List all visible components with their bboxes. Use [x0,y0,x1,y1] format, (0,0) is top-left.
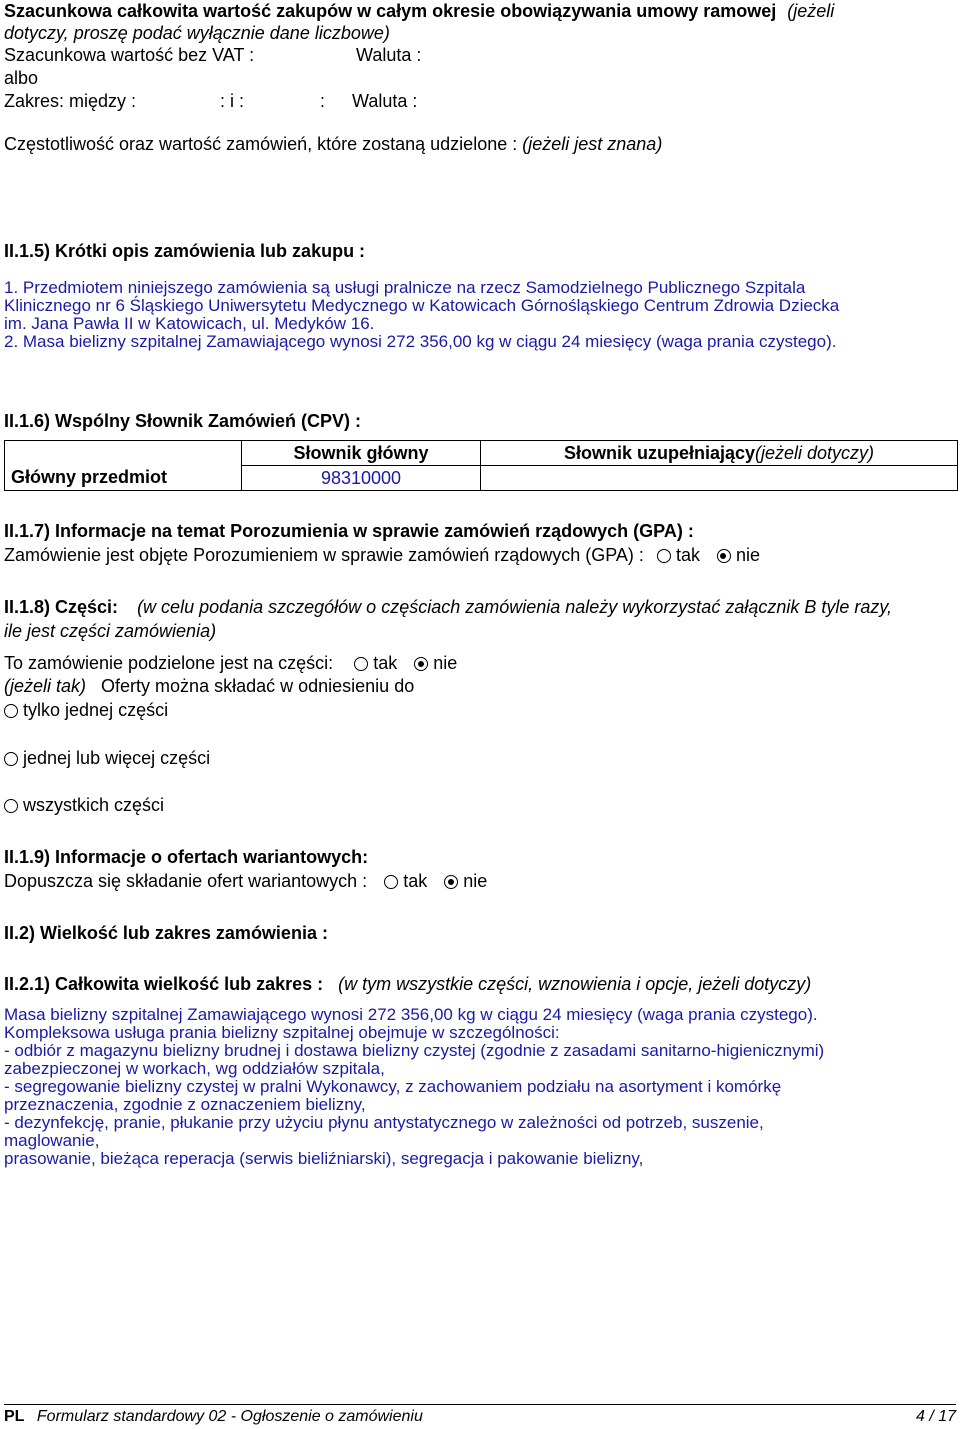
section-121-line: maglowanie, [4,1131,100,1150]
cpv-header-row [5,441,958,466]
parts-no-radio[interactable] [414,657,428,671]
variants-no-label: nie [463,871,488,891]
estimate-or: albo [4,68,39,88]
section-115-text [4,279,954,351]
cpv-corner-cell [5,441,242,466]
variants-question-line [4,870,487,892]
estimate-value-line [4,44,422,66]
section-121-heading: II.2.1) Całkowita wielkość lub zakres : [4,974,324,994]
section-115-line: 2. Masa bielizny szpitalnej Zamawiającego wynosi 272 356,00 kg w ciągu 24 miesięcy (waga prania czystego). [4,332,837,351]
section-115-heading: II.1.5) Krótki opis zamówienia lub zakupu : [4,241,366,261]
parts-yes-radio[interactable] [354,657,368,671]
gpa-no-label: nie [736,545,761,565]
parts-question-line [4,652,457,674]
estimate-heading-line [4,0,834,22]
estimate-range-currency: Waluta : [352,91,418,111]
cpv-table [4,440,958,491]
estimate-currency-label: Waluta : [356,45,422,65]
section-116-heading: II.1.6) Wspólny Słownik Zamówień (CPV) : [4,411,362,431]
section-115-line: 1. Przedmiotem niniejszego zamówienia są usługi pralnicze na rzecz Samodzielnego Publicznego Szpitala [4,278,806,297]
section-121-line: - segregowanie bielizny czystej w pralni Wykonawcy, z zachowaniem podziału na asortyment i komórkę [4,1077,782,1096]
option-many-radio[interactable] [4,752,18,766]
section-121-heading-line [4,973,811,995]
variants-question: Dopuszcza się składanie ofert wariantowych : [4,871,368,891]
estimate-range-sep: : i : [220,91,245,111]
section-12-heading: II.2) Wielkość lub zakres zamówienia : [4,923,328,943]
section-117-heading: II.1.7) Informacje na temat Porozumienia w sprawie zamówień rządowych (GPA) : [4,521,694,541]
parts-yes-label: tak [373,653,398,673]
cpv-col-supp-note: (jeżeli dotyczy) [755,442,875,463]
footer-page-number: 4 / 17 [915,1408,956,1425]
gpa-question-line [4,544,760,566]
estimate-range-label: Zakres: między : [4,91,137,111]
section-121-line: przeznaczenia, zgodnie z oznaczeniem bielizny, [4,1095,366,1114]
variants-no-radio[interactable] [444,875,458,889]
frequency-label: Częstotliwość oraz wartość zamówień, które zostaną udzielone : [4,134,518,154]
section-121-line: prasowanie, bieżąca reperacja (serwis bieliźniarski), segregacja i pakowanie bielizny, [4,1149,644,1168]
gpa-question: Zamówienie jest objęte Porozumieniem w sprawie zamówień rządowych (GPA) : [4,545,644,565]
estimate-heading-note: (jeżeli [787,1,835,21]
page-footer [4,1404,956,1429]
estimate-heading-note-2: dotyczy, proszę podać wyłącznie dane liczbowe) [4,23,390,43]
frequency-note: (jeżeli jest znana) [522,134,663,154]
cpv-col-supp-label: Słownik uzupełniający [563,442,756,463]
section-118-note-2: ile jest części zamówienia) [4,621,217,641]
variants-yes-radio[interactable] [384,875,398,889]
footer-lang: PL [4,1408,25,1425]
offer-option-one [4,699,168,721]
cpv-col-supp [481,441,958,466]
footer-title: Formularz standardowy 02 - Ogłoszenie o zamówieniu [36,1408,423,1425]
estimate-range-line [4,90,418,112]
gpa-no-radio[interactable] [717,549,731,563]
section-121-line: zabezpieczonej w workach, wg oddziałów szpitala, [4,1059,385,1078]
offers-label: Oferty można składać w odniesieniu do [101,676,415,696]
gpa-yes-label: tak [675,545,700,565]
section-121-line: Kompleksowa usługa prania bielizny szpitalnej obejmuje w szczególności: [4,1023,560,1042]
option-all-radio[interactable] [4,799,18,813]
section-118-heading: II.1.8) Części: [4,597,119,617]
section-121-line: - odbiór z magazynu bielizny brudnej i dostawa bielizny czystej (zgodnie z zasadami sanitarno-higienicznymi) [4,1041,825,1060]
estimate-heading: Szacunkowa całkowita wartość zakupów w całym okresie obowiązywania umowy ramowej [4,1,777,21]
parts-no-label: nie [433,653,458,673]
section-119-heading: II.1.9) Informacje o ofertach wariantowych: [4,847,369,867]
if-yes-note: (jeżeli tak) [4,676,87,696]
section-121-note: (w tym wszystkie części, wznowienia i opcje, jeżeli dotyczy) [338,974,812,994]
option-one-radio[interactable] [4,704,18,718]
section-118-note: (w celu podania szczegółów o częściach zamówienia należy wykorzystać załącznik B tyle razy, [137,597,893,617]
cpv-row-label: Główny przedmiot [5,466,242,491]
section-115-line: Klinicznego nr 6 Śląskiego Uniwersytetu Medycznego w Katowicach Górnośląskiego Centrum Zdrowia Dziecka [4,296,840,315]
section-121-text [4,1006,954,1168]
offers-line [4,675,414,697]
section-121-line: Masa bielizny szpitalnej Zamawiającego wynosi 272 356,00 kg w ciągu 24 miesięcy (waga prania czystego). [4,1005,818,1024]
option-many-label: jednej lub więcej części [23,748,211,768]
parts-question: To zamówienie podzielone jest na części: [4,653,334,673]
cpv-main-row [5,466,958,491]
offer-option-all [4,794,164,816]
frequency-line [4,133,662,155]
variants-yes-label: tak [403,871,428,891]
estimate-range-sep2: : [320,91,326,111]
section-115-line: im. Jana Pawła II w Katowicach, ul. Medyków 16. [4,314,375,333]
cpv-supp-code [481,466,958,491]
option-one-label: tylko jednej części [23,700,169,720]
cpv-col-main: Słownik główny [242,441,481,466]
offer-option-many [4,747,210,769]
gpa-yes-radio[interactable] [657,549,671,563]
cpv-main-code: 98310000 [242,466,481,491]
section-121-line: - dezynfekcję, pranie, płukanie przy użyciu płynu antystatycznego w zależności od potrzeb, suszenie, [4,1113,764,1132]
option-all-label: wszystkich części [23,795,165,815]
estimate-value-label: Szacunkowa wartość bez VAT : [4,45,255,65]
section-118-heading-line [4,596,892,618]
